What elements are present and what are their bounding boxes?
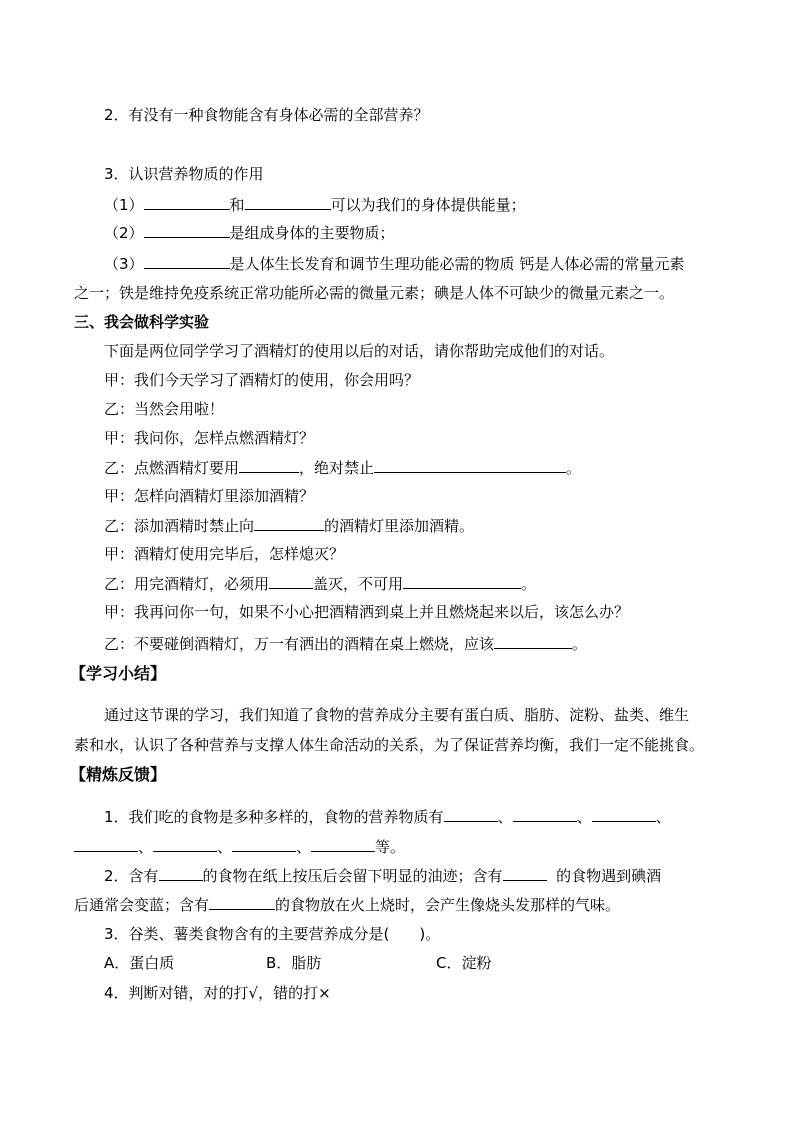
summary-line-2: 素和水，认识了各种营养与支撑人体生命活动的关系，为了保证营养均衡，我们一定不能挑食。 — [74, 736, 705, 754]
question-3-part-3: （3） 是人体生长发育和调节生理功能必需的物质 钙是人体必需的常量元素 — [104, 255, 685, 273]
section-3-title: 三、我会做科学实验 — [74, 313, 210, 331]
dialogue-line-4: 乙：点燃酒精灯要用 ，绝对禁止 。 — [104, 459, 582, 477]
question-3-title: 3．认识营养物质的作用 — [104, 165, 264, 183]
question-3-part-2: （2） 是组成身体的主要物质； — [104, 224, 395, 242]
question-3-part-1: （1） 和 可以为我们的身体提供能量； — [104, 196, 526, 214]
answer-blank[interactable] — [74, 836, 138, 852]
dialogue-line-7: 甲：酒精灯使用完毕后，怎样熄灭？ — [104, 545, 345, 563]
feedback-question-4: 4．判断对错，对的打√，错的打× — [104, 984, 331, 1002]
answer-blank[interactable] — [153, 836, 217, 852]
answer-blank[interactable] — [159, 865, 203, 881]
answer-blank[interactable] — [269, 573, 313, 589]
answer-blank[interactable] — [245, 194, 331, 210]
question-3-part-3-continued: 之一；铁是维持免疫系统正常功能所必需的微量元素；碘是人体不可缺少的微量元素之一。 — [74, 284, 675, 302]
answer-blank[interactable] — [444, 806, 498, 822]
answer-blank[interactable] — [254, 515, 324, 531]
answer-blank[interactable] — [503, 865, 547, 881]
summary-line-1: 通过这节课的学习，我们知道了食物的营养成分主要有蛋白质、脂肪、淀粉、盐类、维生 — [104, 706, 690, 724]
feedback-question-1-continued: 、 、 、 等。 — [74, 836, 405, 857]
answer-blank[interactable] — [374, 457, 566, 473]
dialogue-line-1: 甲：我们今天学习了酒精灯的使用，你会用吗？ — [104, 371, 420, 389]
option-a[interactable]: A．蛋白质 — [104, 954, 175, 972]
question-2: 2．有没有一种食物能含有身体必需的全部营养？ — [104, 106, 429, 124]
dialogue-line-2: 乙：当然会用啦！ — [104, 400, 225, 418]
section-3-intro: 下面是两位同学学习了酒精灯的使用以后的对话，请你帮助完成他们的对话。 — [104, 342, 615, 360]
feedback-question-2-continued: 后通常会变蓝；含有 的食物放在火上烧时，会产生像烧头发那样的气味。 — [74, 896, 621, 914]
dialogue-line-3: 甲：我问你，怎样点燃酒精灯？ — [104, 429, 315, 447]
dialogue-line-9: 甲：我再问你一句，如果不小心把酒精洒到桌上并且燃烧起来以后，该怎么办？ — [104, 603, 630, 621]
feedback-question-2: 2．含有 的食物在纸上按压后会留下明显的油迹；含有 的食物遇到碘酒 — [104, 867, 662, 885]
dialogue-line-10: 乙：不要碰倒酒精灯，万一有洒出的酒精在桌上燃烧，应该 。 — [104, 635, 588, 653]
answer-blank[interactable] — [513, 806, 577, 822]
answer-blank[interactable] — [239, 457, 299, 473]
dialogue-line-5: 甲：怎样向酒精灯里添加酒精？ — [104, 487, 315, 505]
answer-blank[interactable] — [494, 633, 572, 649]
answer-blank[interactable] — [232, 836, 296, 852]
dialogue-line-6: 乙：添加酒精时禁止向 的酒精灯里添加酒精。 — [104, 517, 475, 535]
answer-blank[interactable] — [403, 573, 521, 589]
feedback-title: 【精炼反馈】 — [70, 765, 167, 784]
option-b[interactable]: B．脂肪 — [266, 954, 322, 972]
summary-title: 【学习小结】 — [70, 664, 167, 683]
answer-blank[interactable] — [144, 222, 230, 238]
answer-blank[interactable] — [144, 194, 230, 210]
answer-blank[interactable] — [144, 253, 230, 269]
feedback-question-3: 3．谷类、薯类食物含有的主要营养成分是( )。 — [104, 925, 441, 943]
answer-blank[interactable] — [592, 806, 656, 822]
option-c[interactable]: C．淀粉 — [436, 954, 492, 972]
feedback-question-1: 1．我们吃的食物是多种多样的，食物的营养物质有 、 、 、 — [104, 808, 671, 826]
answer-blank[interactable] — [209, 894, 275, 910]
dialogue-line-8: 乙：用完酒精灯，必须用 盖灭，不可用 。 — [104, 575, 537, 593]
answer-blank[interactable] — [311, 836, 375, 852]
